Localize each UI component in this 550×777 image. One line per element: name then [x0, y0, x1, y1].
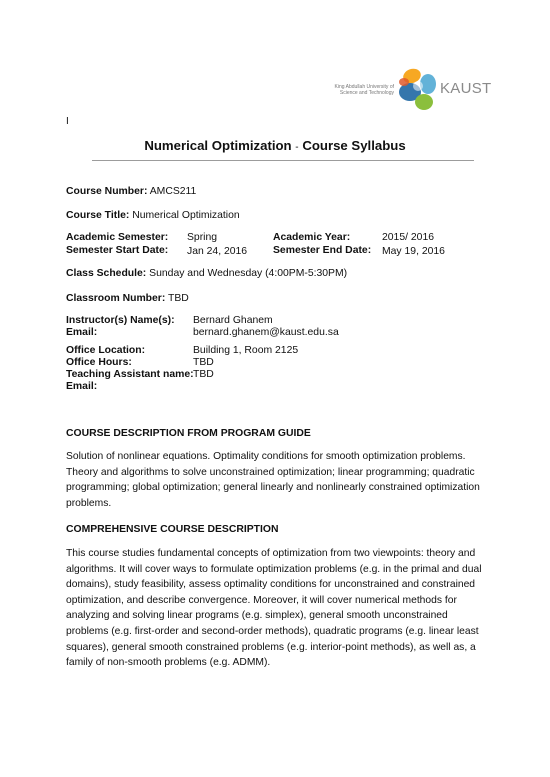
- stray-mark: I: [66, 116, 69, 127]
- office-location-label: Office Location:: [66, 345, 146, 356]
- comprehensive-line: This course studies fundamental concepts of optimization from two viewpoints: theory and: [66, 548, 476, 559]
- logo-institution-line2: Science and Technology: [339, 90, 394, 96]
- comprehensive-line: algorithms. It will cover ways to formulate optimization problems (e.g. in the primal and dual: [66, 563, 482, 575]
- teaching-assistant-value: TBD: [193, 369, 214, 380]
- program-guide-heading: COURSE DESCRIPTION FROM PROGRAM GUIDE: [66, 428, 311, 439]
- logo-wordmark: KAUST: [440, 80, 492, 97]
- classroom-value: TBD: [168, 293, 189, 304]
- logo-institution-text: [334, 84, 394, 96]
- kaust-emblem-icon: [396, 66, 442, 114]
- class-schedule-value: Sunday and Wednesday (4:00PM-5:30PM): [149, 268, 348, 279]
- title-sub: Course Syllabus: [302, 138, 406, 153]
- class-schedule-row: [66, 266, 347, 281]
- office-hours-label: Office Hours:: [66, 357, 132, 368]
- program-guide-line: problems.: [66, 497, 112, 509]
- academic-semester-value: Spring: [187, 232, 218, 243]
- instructor-name-value: Bernard Ghanem: [193, 315, 273, 326]
- course-number-value: AMCS211: [149, 186, 197, 197]
- comprehensive-paragraph: [66, 546, 486, 671]
- course-title-value: Numerical Optimization: [132, 210, 240, 221]
- logo-institution-line1: King Abdullah University of: [334, 84, 394, 90]
- comprehensive-line: domains), study feasibility, assess optimality conditions for unconstrained and constrained: [66, 579, 476, 591]
- classroom-row: [66, 291, 189, 306]
- comprehensive-line: optimization, and describe convergence. Moreover, it will cover numerical methods for: [66, 594, 457, 606]
- semester-start-label: Semester Start Date:: [66, 245, 169, 256]
- comprehensive-line: family of non-smooth problems (e.g. ADMM).: [66, 657, 271, 669]
- class-schedule-label: Class Schedule:: [66, 268, 147, 279]
- comprehensive-line: squares), general smooth constrained problems (e.g. interior-point methods), as well as, a: [66, 641, 476, 653]
- program-guide-line: Theory and algorithms to solve unconstrained optimization; linear programming; quadratic: [66, 466, 475, 478]
- comprehensive-heading: COMPREHENSIVE COURSE DESCRIPTION: [66, 524, 279, 535]
- course-number-row: [66, 184, 196, 199]
- program-guide-line: programming; global optimization; general linearly and nonlinearly constrained optimization: [66, 482, 480, 494]
- semester-end-value: May 19, 2016: [382, 246, 445, 257]
- teaching-assistant-email-label: Email:: [66, 381, 98, 392]
- semester-start-value: Jan 24, 2016: [187, 246, 248, 257]
- course-title-label: Course Title:: [66, 210, 130, 221]
- office-hours-value: TBD: [193, 357, 214, 368]
- course-title-row: [66, 208, 240, 223]
- comprehensive-line: analyzing and solving linear programs (e.g. simplex), general smooth unconstrained: [66, 610, 448, 622]
- title-divider: [92, 160, 474, 161]
- academic-year-value: 2015/ 2016: [382, 232, 435, 243]
- kaust-logo: [334, 66, 492, 116]
- instructor-email-value: bernard.ghanem@kaust.edu.sa: [193, 327, 339, 338]
- instructor-email-label: Email:: [66, 327, 98, 338]
- instructor-name-label: Instructor(s) Name(s):: [66, 315, 175, 326]
- program-guide-paragraph: [66, 449, 486, 511]
- title-main: Numerical Optimization: [144, 138, 292, 153]
- title-separator: -: [295, 142, 299, 153]
- classroom-label: Classroom Number:: [66, 293, 166, 304]
- page-title: [0, 138, 550, 156]
- semester-end-label: Semester End Date:: [273, 245, 372, 256]
- office-location-value: Building 1, Room 2125: [193, 345, 299, 356]
- course-number-label: Course Number:: [66, 186, 148, 197]
- comprehensive-line: problems (e.g. first-order and second-order methods), quadratic programs (e.g. linear least: [66, 625, 479, 637]
- academic-semester-label: Academic Semester:: [66, 232, 169, 243]
- academic-year-label: Academic Year:: [273, 232, 351, 243]
- program-guide-line: Solution of nonlinear equations. Optimality conditions for smooth optimization problems.: [66, 451, 466, 462]
- teaching-assistant-label: Teaching Assistant name:: [66, 369, 194, 380]
